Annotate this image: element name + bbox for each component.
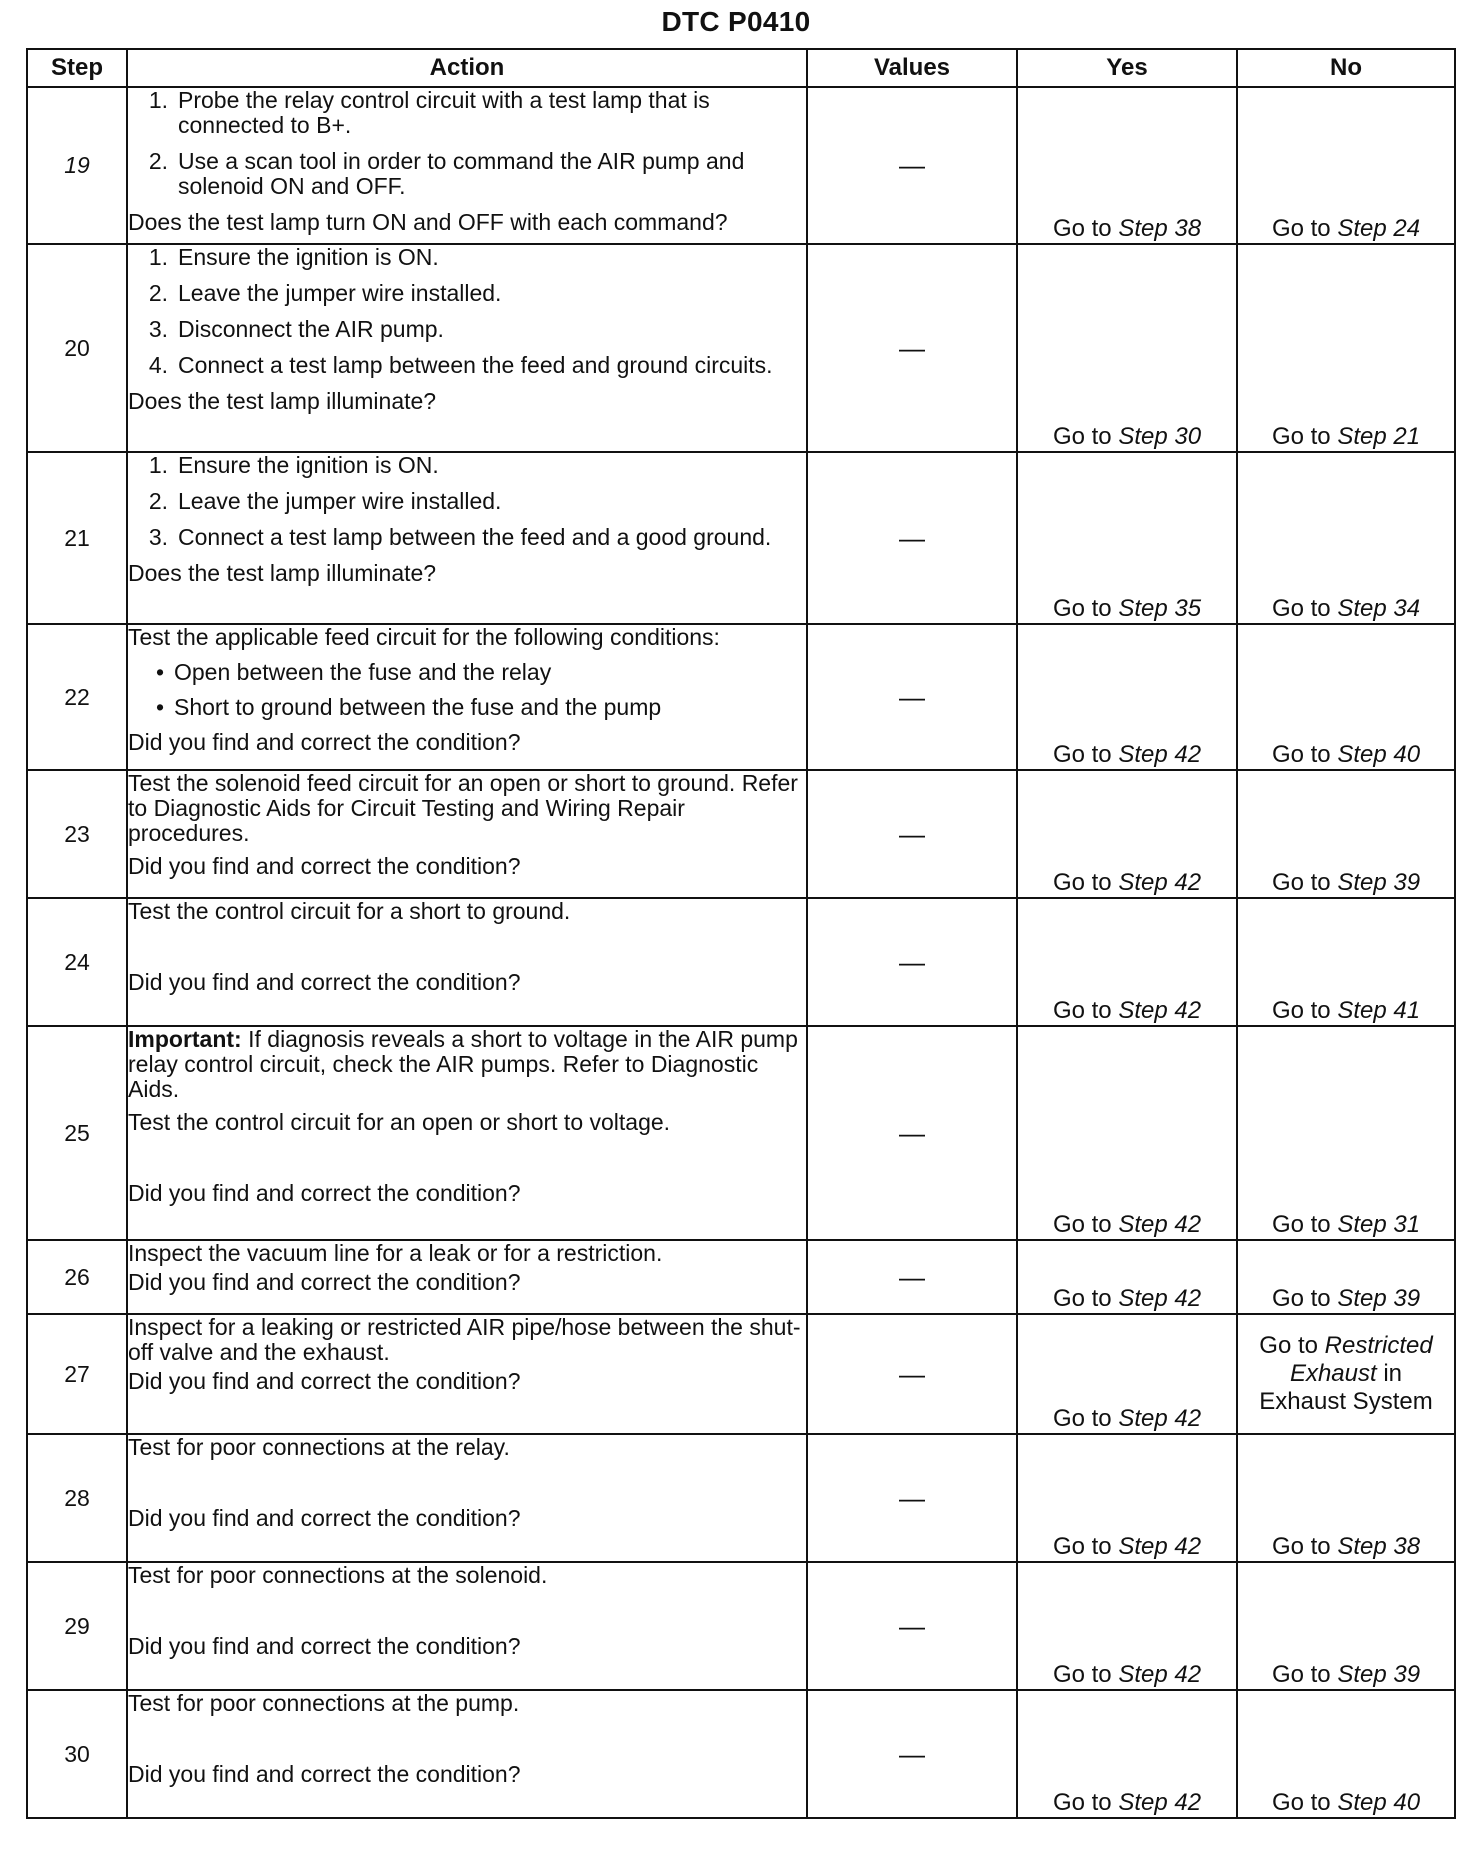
action-text: Test for poor connections at the pump. bbox=[128, 1690, 520, 1716]
table-row bbox=[27, 1690, 1455, 1818]
step-number: 23 bbox=[27, 770, 127, 898]
step-number: 28 bbox=[27, 1434, 127, 1562]
table-row bbox=[27, 87, 1455, 244]
step-number: 22 bbox=[27, 624, 127, 770]
important-note: Important: If diagnosis reveals a short to voltage in the AIR pump relay control circuit, check the AIR pumps. Refer to Diagnostic Aids. bbox=[128, 1026, 798, 1102]
table-row bbox=[27, 898, 1455, 1026]
list-item: 2. Leave the jumper wire installed. bbox=[148, 280, 502, 306]
action-cell bbox=[127, 87, 807, 244]
no-cell: Go to Step 39 bbox=[1237, 1240, 1455, 1314]
action-intro: Test the applicable feed circuit for the following conditions: bbox=[128, 624, 720, 650]
no-cell: Go to Step 39 bbox=[1237, 770, 1455, 898]
values-cell: — bbox=[807, 87, 1017, 244]
list-item: 1. Probe the relay control circuit with a test lamp that is connected to B+. bbox=[148, 87, 710, 138]
values-cell: — bbox=[807, 244, 1017, 452]
header-action: Action bbox=[127, 49, 807, 87]
values-cell: — bbox=[807, 770, 1017, 898]
action-question: Did you find and correct the condition? bbox=[128, 729, 521, 755]
diagnostic-table bbox=[26, 48, 1456, 1819]
yes-cell: Go to Step 35 bbox=[1017, 452, 1237, 624]
list-item: 1. Ensure the ignition is ON. bbox=[148, 452, 439, 478]
no-cell: Go to Restricted Exhaust in Exhaust System bbox=[1237, 1314, 1455, 1434]
no-cell: Go to Step 40 bbox=[1237, 1690, 1455, 1818]
action-text: Inspect for a leaking or restricted AIR pipe/hose between the shut-off valve and the exhaust. bbox=[128, 1314, 801, 1365]
step-number: 25 bbox=[27, 1026, 127, 1240]
list-item: 1. Ensure the ignition is ON. bbox=[148, 244, 439, 270]
action-cell bbox=[127, 244, 807, 452]
values-cell: — bbox=[807, 624, 1017, 770]
yes-cell: Go to Step 42 bbox=[1017, 1690, 1237, 1818]
no-cell: Go to Step 34 bbox=[1237, 452, 1455, 624]
yes-cell: Go to Step 42 bbox=[1017, 1562, 1237, 1690]
action-text: Test for poor connections at the solenoid. bbox=[128, 1562, 548, 1588]
action-question: Does the test lamp illuminate? bbox=[128, 560, 437, 586]
action-question: Did you find and correct the condition? bbox=[128, 1180, 521, 1206]
table-row bbox=[27, 1240, 1455, 1314]
action-cell bbox=[127, 770, 807, 898]
yes-cell: Go to Step 42 bbox=[1017, 770, 1237, 898]
values-cell: — bbox=[807, 1434, 1017, 1562]
bullet-item: • Open between the fuse and the relay bbox=[155, 659, 552, 685]
table-row bbox=[27, 624, 1455, 770]
step-number: 26 bbox=[27, 1240, 127, 1314]
page-title: DTC P0410 bbox=[661, 6, 811, 37]
list-item: 4. Connect a test lamp between the feed and ground circuits. bbox=[148, 352, 773, 378]
action-question: Did you find and correct the condition? bbox=[128, 1633, 521, 1659]
values-cell: — bbox=[807, 1240, 1017, 1314]
table-row bbox=[27, 1434, 1455, 1562]
header-no: No bbox=[1237, 49, 1455, 87]
yes-cell: Go to Step 42 bbox=[1017, 1314, 1237, 1434]
step-number: 30 bbox=[27, 1690, 127, 1818]
values-cell: — bbox=[807, 1314, 1017, 1434]
table-row bbox=[27, 1562, 1455, 1690]
header-step: Step bbox=[27, 49, 127, 87]
action-text: Inspect the vacuum line for a leak or for a restriction. bbox=[128, 1240, 663, 1266]
table-row bbox=[27, 452, 1455, 624]
no-cell: Go to Step 21 bbox=[1237, 244, 1455, 452]
step-number: 19 bbox=[27, 87, 127, 244]
yes-cell: Go to Step 42 bbox=[1017, 624, 1237, 770]
action-question: Did you find and correct the condition? bbox=[128, 969, 521, 995]
no-cell: Go to Step 41 bbox=[1237, 898, 1455, 1026]
action-question: Did you find and correct the condition? bbox=[128, 1505, 521, 1531]
step-number: 24 bbox=[27, 898, 127, 1026]
no-cell: Go to Step 38 bbox=[1237, 1434, 1455, 1562]
table-row bbox=[27, 1314, 1455, 1434]
table-row bbox=[27, 1026, 1455, 1240]
action-question: Does the test lamp illuminate? bbox=[128, 388, 437, 414]
action-question: Did you find and correct the condition? bbox=[128, 1269, 521, 1295]
step-number: 20 bbox=[27, 244, 127, 452]
step-number: 21 bbox=[27, 452, 127, 624]
values-cell: — bbox=[807, 1690, 1017, 1818]
step-number: 27 bbox=[27, 1314, 127, 1434]
yes-cell: Go to Step 38 bbox=[1017, 87, 1237, 244]
no-cell: Go to Step 31 bbox=[1237, 1026, 1455, 1240]
header-values: Values bbox=[807, 49, 1017, 87]
yes-cell: Go to Step 42 bbox=[1017, 1434, 1237, 1562]
values-cell: — bbox=[807, 1026, 1017, 1240]
action-cell bbox=[127, 1434, 807, 1562]
no-cell: Go to Step 39 bbox=[1237, 1562, 1455, 1690]
no-cell: Go to Step 40 bbox=[1237, 624, 1455, 770]
action-text: Test for poor connections at the relay. bbox=[128, 1434, 510, 1460]
action-cell bbox=[127, 898, 807, 1026]
yes-cell: Go to Step 42 bbox=[1017, 898, 1237, 1026]
action-text: Test the control circuit for an open or short to voltage. bbox=[128, 1109, 671, 1135]
action-text: Test the control circuit for a short to ground. bbox=[128, 898, 571, 924]
step-number: 29 bbox=[27, 1562, 127, 1690]
yes-cell: Go to Step 42 bbox=[1017, 1240, 1237, 1314]
action-cell bbox=[127, 1562, 807, 1690]
values-cell: — bbox=[807, 898, 1017, 1026]
action-cell bbox=[127, 624, 807, 770]
action-cell bbox=[127, 452, 807, 624]
list-item: 2. Leave the jumper wire installed. bbox=[148, 488, 502, 514]
action-cell bbox=[127, 1026, 807, 1240]
table-row bbox=[27, 770, 1455, 898]
list-item: 2. Use a scan tool in order to command the AIR pump and solenoid ON and OFF. bbox=[148, 148, 745, 199]
yes-cell: Go to Step 30 bbox=[1017, 244, 1237, 452]
action-cell bbox=[127, 1314, 807, 1434]
values-cell: — bbox=[807, 452, 1017, 624]
action-text: Test the solenoid feed circuit for an open or short to ground. Refer to Diagnostic Aids for Circuit Testing and Wiring Repair procedures. bbox=[128, 770, 798, 846]
list-item: 3. Disconnect the AIR pump. bbox=[148, 316, 444, 342]
list-item: 3. Connect a test lamp between the feed and a good ground. bbox=[148, 524, 772, 550]
header-yes: Yes bbox=[1017, 49, 1237, 87]
no-cell: Go to Step 24 bbox=[1237, 87, 1455, 244]
table-row bbox=[27, 244, 1455, 452]
values-cell: — bbox=[807, 1562, 1017, 1690]
bullet-item: • Short to ground between the fuse and the pump bbox=[155, 694, 662, 720]
action-cell bbox=[127, 1240, 807, 1314]
action-question: Did you find and correct the condition? bbox=[128, 1368, 521, 1394]
header-row bbox=[27, 49, 1455, 87]
action-question: Did you find and correct the condition? bbox=[128, 1761, 521, 1787]
action-question: Does the test lamp turn ON and OFF with each command? bbox=[128, 209, 728, 235]
action-cell bbox=[127, 1690, 807, 1818]
action-question: Did you find and correct the condition? bbox=[128, 853, 521, 879]
yes-cell: Go to Step 42 bbox=[1017, 1026, 1237, 1240]
